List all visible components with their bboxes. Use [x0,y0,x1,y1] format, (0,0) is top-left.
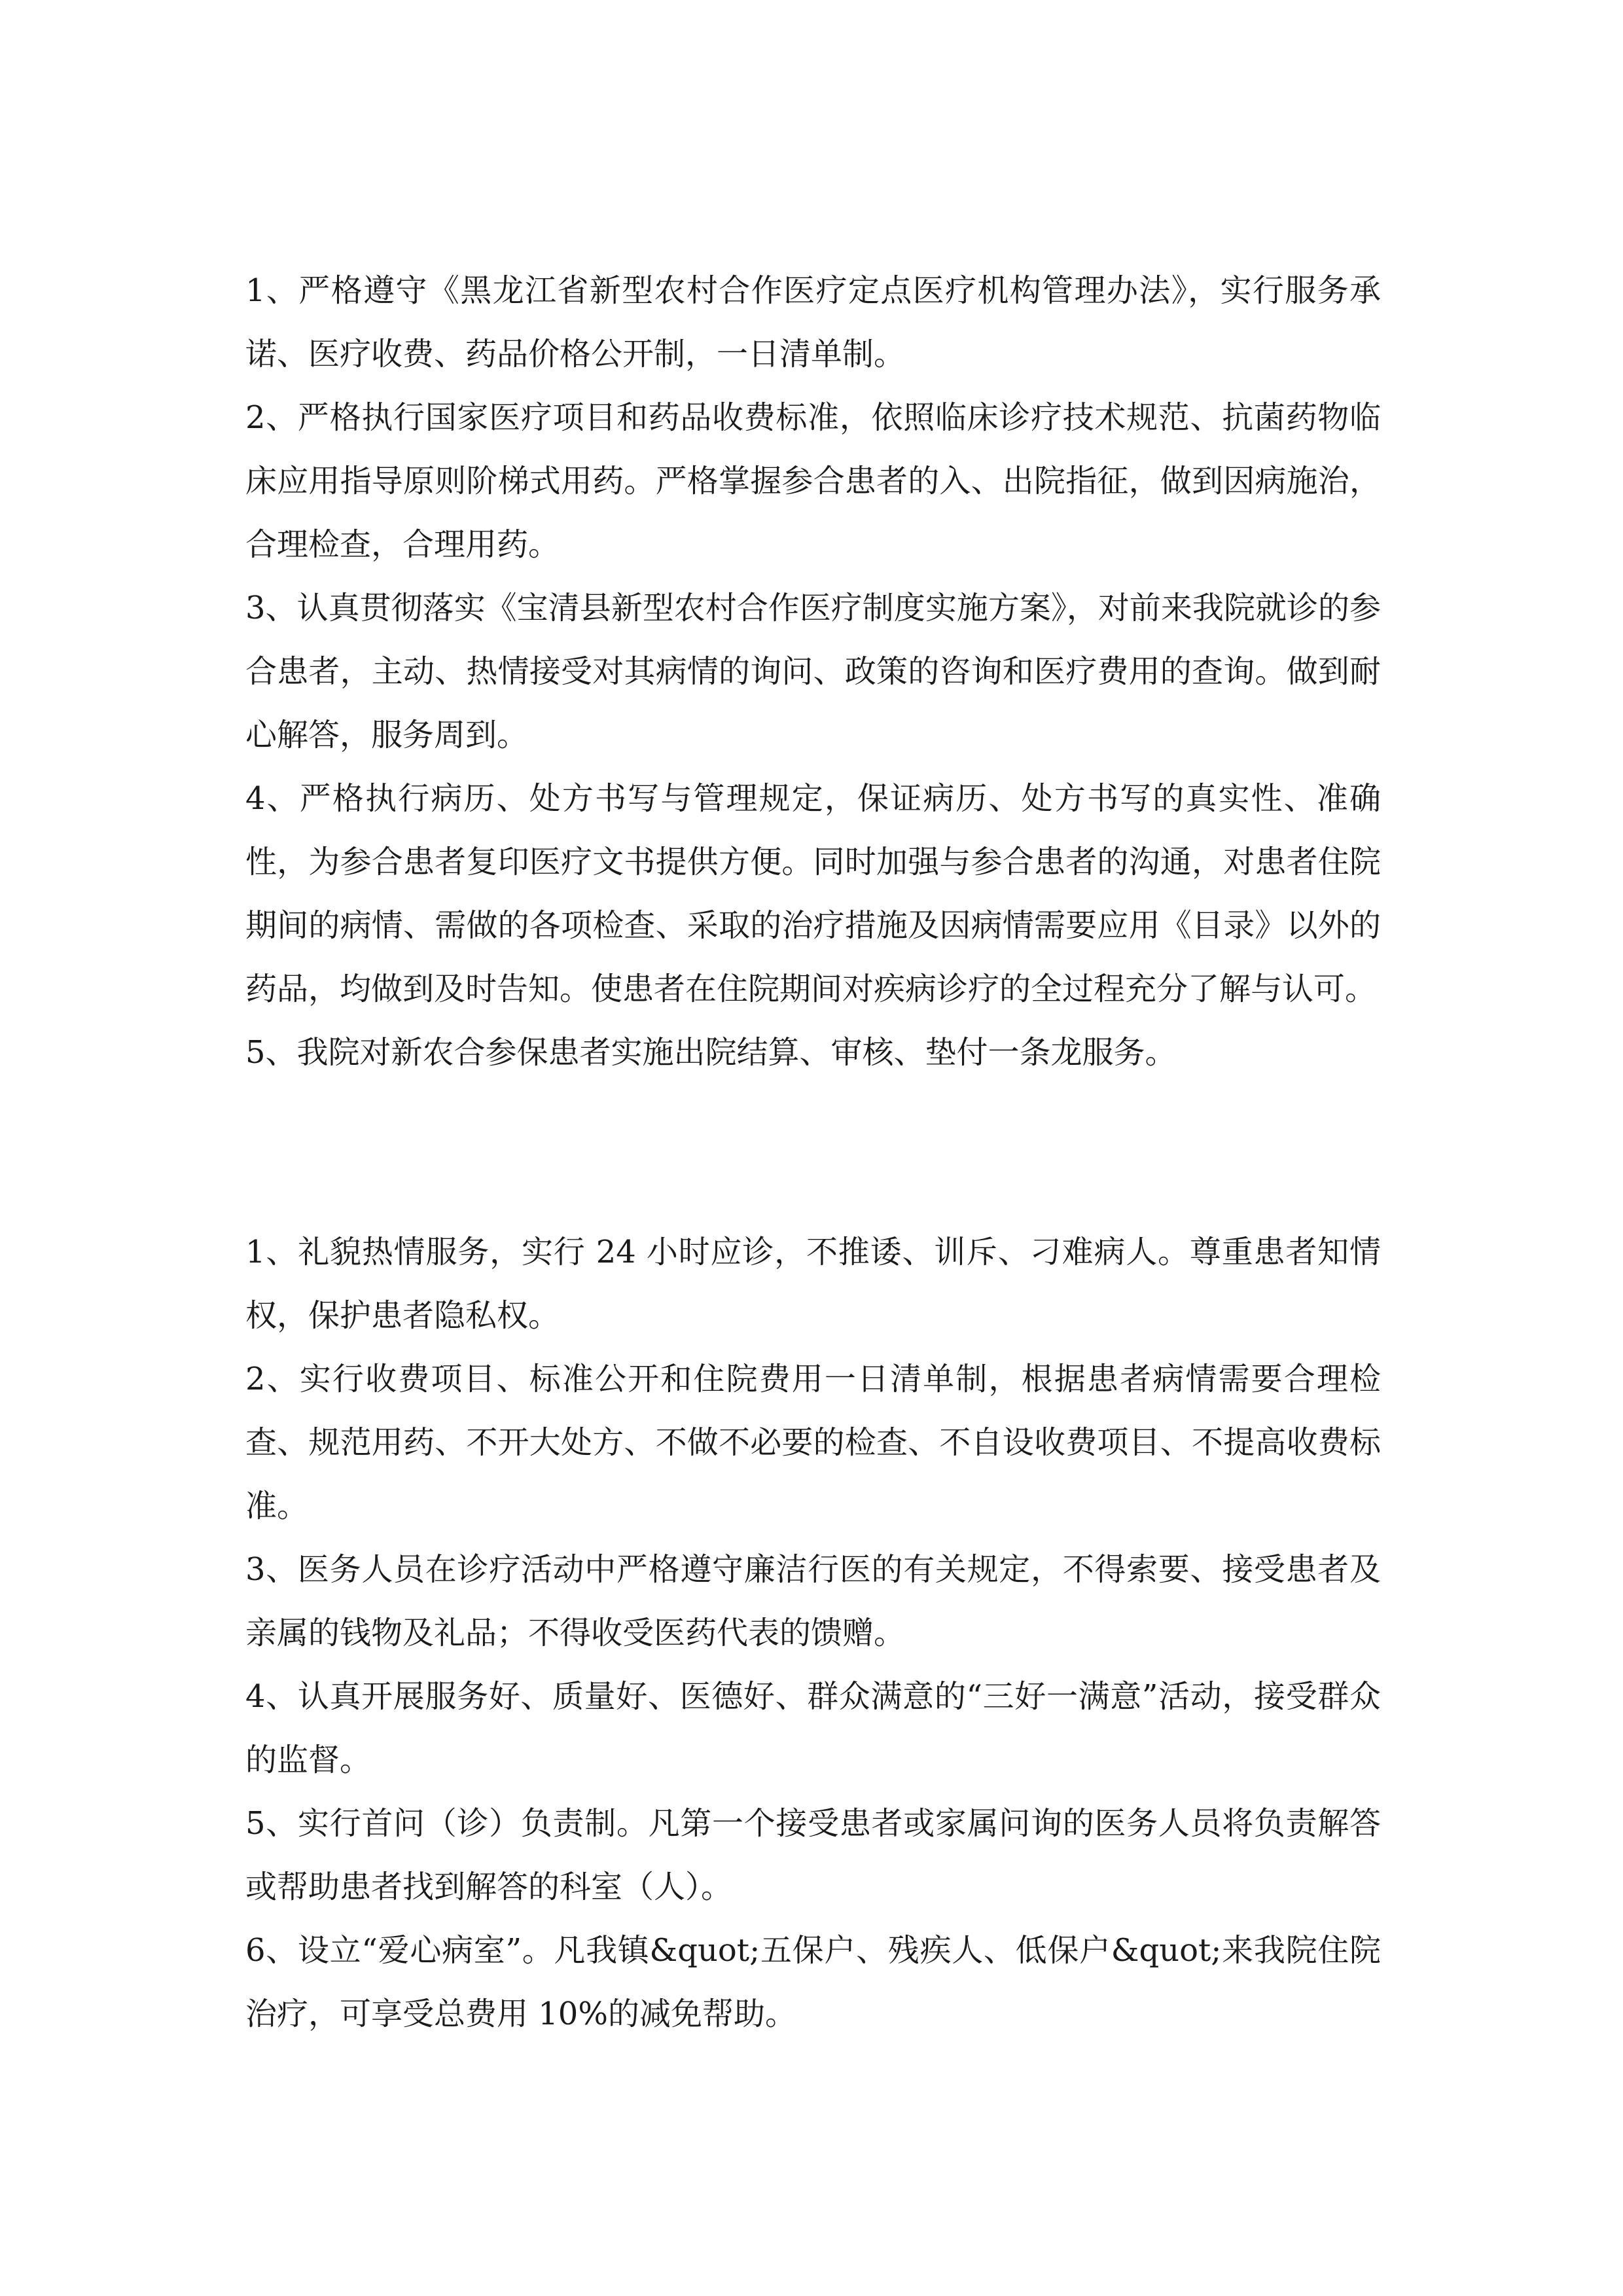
paragraph-item-6: 6、设立“爱心病室”。凡我镇&quot;五保户、残疾人、低保户&quot;来我院住院治疗，可享受总费用 10%的减免帮助。 [245,1932,1381,2032]
paragraph-item-3: 3、认真贯彻落实《宝清县新型农村合作医疗制度实施方案》，对前来我院就诊的参合患者，主动、热情接受对其病情的询问、政策的咨询和医疗费用的查询。做到耐心解答，服务周到。 [245,590,1381,753]
commitment-section-1 [245,259,1381,1085]
paragraph-item-1: 1、礼貌热情服务，实行 24 小时应诊，不推诿、训斥、刁难病人。尊重患者知情权，保护患者隐私权。 [245,1234,1381,1334]
paragraph-item-1: 1、严格遵守《黑龙江省新型农村合作医疗定点医疗机构管理办法》，实行服务承诺、医疗收费、药品价格公开制，一日清单制。 [245,272,1381,372]
paragraph-item-2: 2、实行收费项目、标准公开和住院费用一日清单制，根据患者病情需要合理检查、规范用药、不开大处方、不做不必要的检查、不自设收费项目、不提高收费标准。 [245,1361,1381,1524]
paragraph-item-2: 2、严格执行国家医疗项目和药品收费标准，依照临床诊疗技术规范、抗菌药物临床应用指导原则阶梯式用药。严格掌握参合患者的入、出院指征，做到因病施治，合理检查，合理用药。 [245,399,1381,563]
paragraph-item-4: 4、严格执行病历、处方书写与管理规定，保证病历、处方书写的真实性、准确性，为参合患者复印医疗文书提供方便。同时加强与参合患者的沟通，对患者住院期间的病情、需做的各项检查、采取的治疗措施及因病情需要应用《目录》以外的药品，均做到及时告知。使患者在住院期间对疾病诊疗的全过程充分了解与认可。 [245,780,1381,1007]
paragraph-item-5: 5、我院对新农合参保患者实施出院结算、审核、垫付一条龙服务。 [245,1034,1177,1071]
paragraph-item-3: 3、医务人员在诊疗活动中严格遵守廉洁行医的有关规定，不得索要、接受患者及亲属的钱物及礼品；不得收受医药代表的馈赠。 [245,1551,1381,1651]
paragraph-item-4: 4、认真开展服务好、质量好、医德好、群众满意的“三好一满意”活动，接受群众的监督。 [245,1678,1381,1778]
paragraph-item-5: 5、实行首问（诊）负责制。凡第一个接受患者或家属问询的医务人员将负责解答或帮助患者找到解答的科室（人）。 [245,1805,1381,1905]
commitment-section-2 [245,1221,1381,2046]
